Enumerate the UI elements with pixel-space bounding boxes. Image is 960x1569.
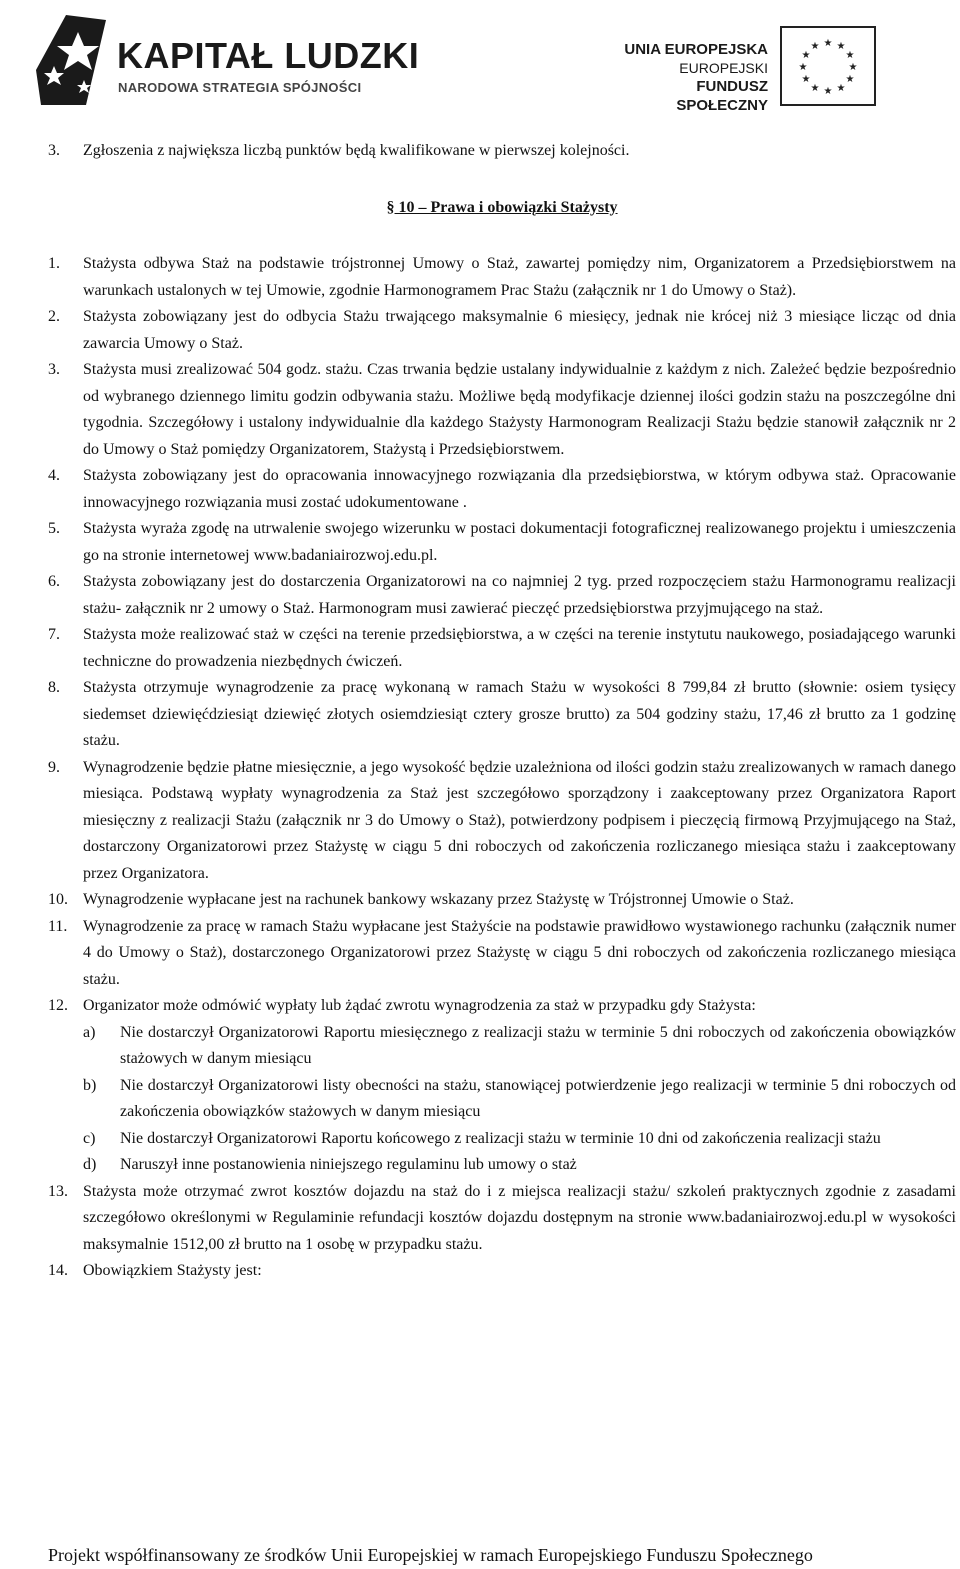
- sub-list-item: [83, 1126, 956, 1153]
- item-number: 1.: [48, 255, 60, 272]
- item-text: Obowiązkiem Stażysty jest:: [83, 1262, 262, 1279]
- eu-logo-line1: UNIA EUROPEJSKA: [624, 41, 768, 58]
- kapital-ludzki-logo-icon: [26, 10, 116, 110]
- section-heading-text: § 10 – Prawa i obowiązki Stażysty: [386, 198, 618, 216]
- list-item: [48, 1179, 956, 1259]
- eu-flag-icon: [780, 26, 876, 106]
- item-text: Stażysta może realizować staż w części na terenie przedsiębiorstwa, a w części na terenie instytutu naukowego, posiadającego warunki techniczne do prowadzenia niezbędnych ćwiczeń.: [83, 626, 956, 670]
- item-number: 6.: [48, 573, 60, 590]
- item-number: 10.: [48, 891, 68, 908]
- list-item: [48, 914, 956, 994]
- list-item: [48, 516, 956, 569]
- sub-item-letter: c): [83, 1129, 96, 1147]
- svg-text:★: ★: [810, 83, 820, 94]
- list-item: [48, 1258, 956, 1285]
- item-number: 7.: [48, 626, 60, 643]
- kapital-ludzki-title: KAPITAŁ LUDZKI: [117, 35, 420, 76]
- list-item: [48, 622, 956, 675]
- svg-text:★: ★: [836, 41, 846, 52]
- section-heading: [48, 195, 956, 222]
- list-item: [48, 755, 956, 888]
- list-item: [48, 138, 956, 165]
- item-text: Wynagrodzenie wypłacane jest na rachunek bankowy wskazany przez Stażystę w Trójstronnej Umowie o Staż.: [83, 891, 794, 908]
- sub-item-text: Nie dostarczył Organizatorowi Raportu miesięcznego z realizacji stażu w terminie 5 dni roboczych od zakończenia obowiązków stażowych w danym miesiącu: [120, 1023, 956, 1067]
- list-item: [48, 251, 956, 304]
- list-item: [48, 887, 956, 914]
- item-number: 8.: [48, 679, 60, 696]
- sub-item-letter: a): [83, 1023, 96, 1041]
- item-text: Stażysta zobowiązany jest do dostarczenia Organizatorowi na co najmniej 2 tyg. przed rozpoczęciem stażu Harmonogramu realizacji stażu- załącznik nr 2 umowy o Staż. Harmonogram musi zawierać pieczęć przedsiębiorstwa przyjmującego na staż.: [83, 573, 956, 617]
- item-number: 13.: [48, 1182, 68, 1200]
- list-item: [48, 463, 956, 516]
- sub-item-letter: b): [83, 1076, 97, 1094]
- item-number: 2.: [48, 308, 60, 325]
- svg-text:★: ★: [845, 74, 855, 85]
- item-text: Stażysta odbywa Staż na podstawie trójstronnej Umowy o Staż, zawartej pomiędzy nim, Organizatorem a Przedsiębiorstwem na warunkach ustalonych w tej Umowie, zgodnie Harmonogramem Prac Stażu (załącznik nr 1 do Umowy o Staż).: [83, 255, 956, 299]
- item-text: Stażysta zobowiązany jest do opracowania innowacyjnego rozwiązania dla przedsiębiorstwa, w którym odbywa staż. Opracowanie innowacyjnego rozwiązania musi zostać udokumentowane .: [83, 467, 956, 511]
- item-text: Zgłoszenia z największa liczbą punktów będą kwalifikowane w pierwszej kolejności.: [83, 142, 630, 159]
- svg-text:★: ★: [823, 86, 833, 97]
- item-number: 3.: [48, 142, 60, 159]
- svg-text:★: ★: [798, 62, 808, 73]
- item-text: Stażysta wyraża zgodę na utrwalenie swojego wizerunku w postaci dokumentacji fotograficznej realizowanego projektu i umieszczenia go na stronie internetowej www.badaniairozwoj.edu.pl.: [83, 520, 956, 564]
- eu-logo-line3: FUNDUSZ SPOŁECZNY: [676, 78, 768, 114]
- rights-list: [48, 251, 956, 1285]
- item-number: 4.: [48, 467, 60, 484]
- item-text: Wynagrodzenie będzie płatne miesięcznie, a jego wysokość będzie uzależniona od ilości godzin stażu zrealizowanych w ramach danego miesiąca. Podstawą wypłaty wynagrodzenia za Staż jest szczegółowo sporządzony i zaakceptowany przez Organizatora Raport miesięczny z realizacji Stażu (załącznik nr 3 do Umowy o Staż), potwierdzony podpisem i pieczęcią firmową Przyjmującego na Staż, dostarczony Organizatorowi przez Stażystę w ciągu 5 dni roboczych od zakończenia rozliczanego miesiąca stażu i zaakceptowany przez Organizatora.: [83, 758, 956, 882]
- intro-list: [48, 138, 956, 165]
- item-number: 14.: [48, 1262, 68, 1279]
- kapital-ludzki-subtitle: NARODOWA STRATEGIA SPÓJNOŚCI: [118, 80, 362, 95]
- eu-logo-line2: EUROPEJSKI: [679, 60, 768, 76]
- list-item: [48, 569, 956, 622]
- item-number: 9.: [48, 758, 60, 776]
- svg-text:★: ★: [823, 38, 833, 49]
- sub-list: [83, 1020, 956, 1179]
- eu-logo-text: [610, 40, 768, 115]
- item-text: Wynagrodzenie za pracę w ramach Stażu wypłacane jest Stażyście na podstawie prawidłowo wystawionego rachunku (załącznik numer 4 do Umowy o Staż), dostarczonego Organizatorowi przez Stażystę w ciągu 5 dni roboczych od zakończenia rozliczanego miesiąca stażu.: [83, 917, 956, 988]
- item-number: 3.: [48, 361, 60, 378]
- item-text: Stażysta musi zrealizować 504 godz. stażu. Czas trwania będzie ustalany indywidualnie z każdym z nich. Zależeć będzie bezpośrednio od wybranego dziennego limitu godzin odbywania stażu. Możliwe będą modyfikacje dziennej ilości godzin stażu na poszczególne dni tygodnia. Szczegółowy i ustalony indywidualnie dla każdego Stażysty Harmonogram Realizacji Stażu będzie stanowił załącznik nr 2 do Umowy o Staż pomiędzy Organizatorem, Stażystą i Przedsiębiorstwem.: [83, 361, 956, 458]
- svg-text:★: ★: [801, 50, 811, 61]
- svg-text:★: ★: [848, 62, 858, 73]
- sub-item-text: Naruszył inne postanowienia niniejszego regulaminu lub umowy o staż: [120, 1156, 577, 1173]
- sub-list-item: [83, 1073, 956, 1126]
- svg-text:★: ★: [836, 83, 846, 94]
- list-item: [48, 357, 956, 463]
- sub-item-text: Nie dostarczył Organizatorowi Raportu końcowego z realizacji stażu w terminie 10 dni od zakończenia realizacji stażu: [120, 1129, 881, 1147]
- item-text: Stażysta otrzymuje wynagrodzenie za pracę wykonaną w ramach Stażu w wysokości 8 799,84 zł brutto (słownie: osiem tysięcy siedemset dziewięćdziesiąt dziewięć złotych osiemdziesiąt cztery grosze brutto) za 504 godziny stażu, 17,46 zł brutto za 1 godzinę stażu.: [83, 679, 956, 749]
- item-text: Stażysta może otrzymać zwrot kosztów dojazdu na staż do i z miejsca realizacji stażu/ szkoleń praktycznych zgodnie z zasadami szczegółowo określonymi w Regulaminie refundacji kosztów dojazdu dostępnym na stronie www.badaniairozwoj.edu.pl w wysokości maksymalnie 1512,00 zł brutto na 1 osobę w przypadku stażu.: [83, 1182, 956, 1253]
- item-text: Stażysta zobowiązany jest do odbycia Stażu trwającego maksymalnie 6 miesięcy, jednak nie krócej niż 3 miesiące licząc od dnia zawarcia Umowy o Staż.: [83, 308, 956, 352]
- item-number: 5.: [48, 520, 60, 537]
- item-number: 12.: [48, 997, 68, 1014]
- sub-item-letter: d): [83, 1156, 97, 1173]
- item-number: 11.: [48, 917, 68, 935]
- svg-text:★: ★: [845, 50, 855, 61]
- list-item: [48, 675, 956, 755]
- sub-list-item: [83, 1020, 956, 1073]
- svg-text:★: ★: [801, 74, 811, 85]
- document-body: [48, 138, 956, 1285]
- sub-item-text: Nie dostarczył Organizatorowi listy obecności na stażu, stanowiącej potwierdzenie jego realizacji w terminie 5 dni roboczych od zakończenia obowiązków stażowych w danym miesiącu: [120, 1076, 956, 1120]
- item-text: Organizator może odmówić wypłaty lub żądać zwrotu wynagrodzenia za staż w przypadku gdy Stażysta:: [83, 997, 756, 1014]
- page-header: [0, 0, 960, 120]
- svg-text:★: ★: [810, 41, 820, 52]
- page-footer: Projekt współfinansowany ze środków Unii Europejskiej w ramach Europejskiego Funduszu Społecznego: [48, 1545, 813, 1565]
- sub-list-item: [83, 1152, 956, 1179]
- list-item: [48, 304, 956, 357]
- list-item: [48, 993, 956, 1179]
